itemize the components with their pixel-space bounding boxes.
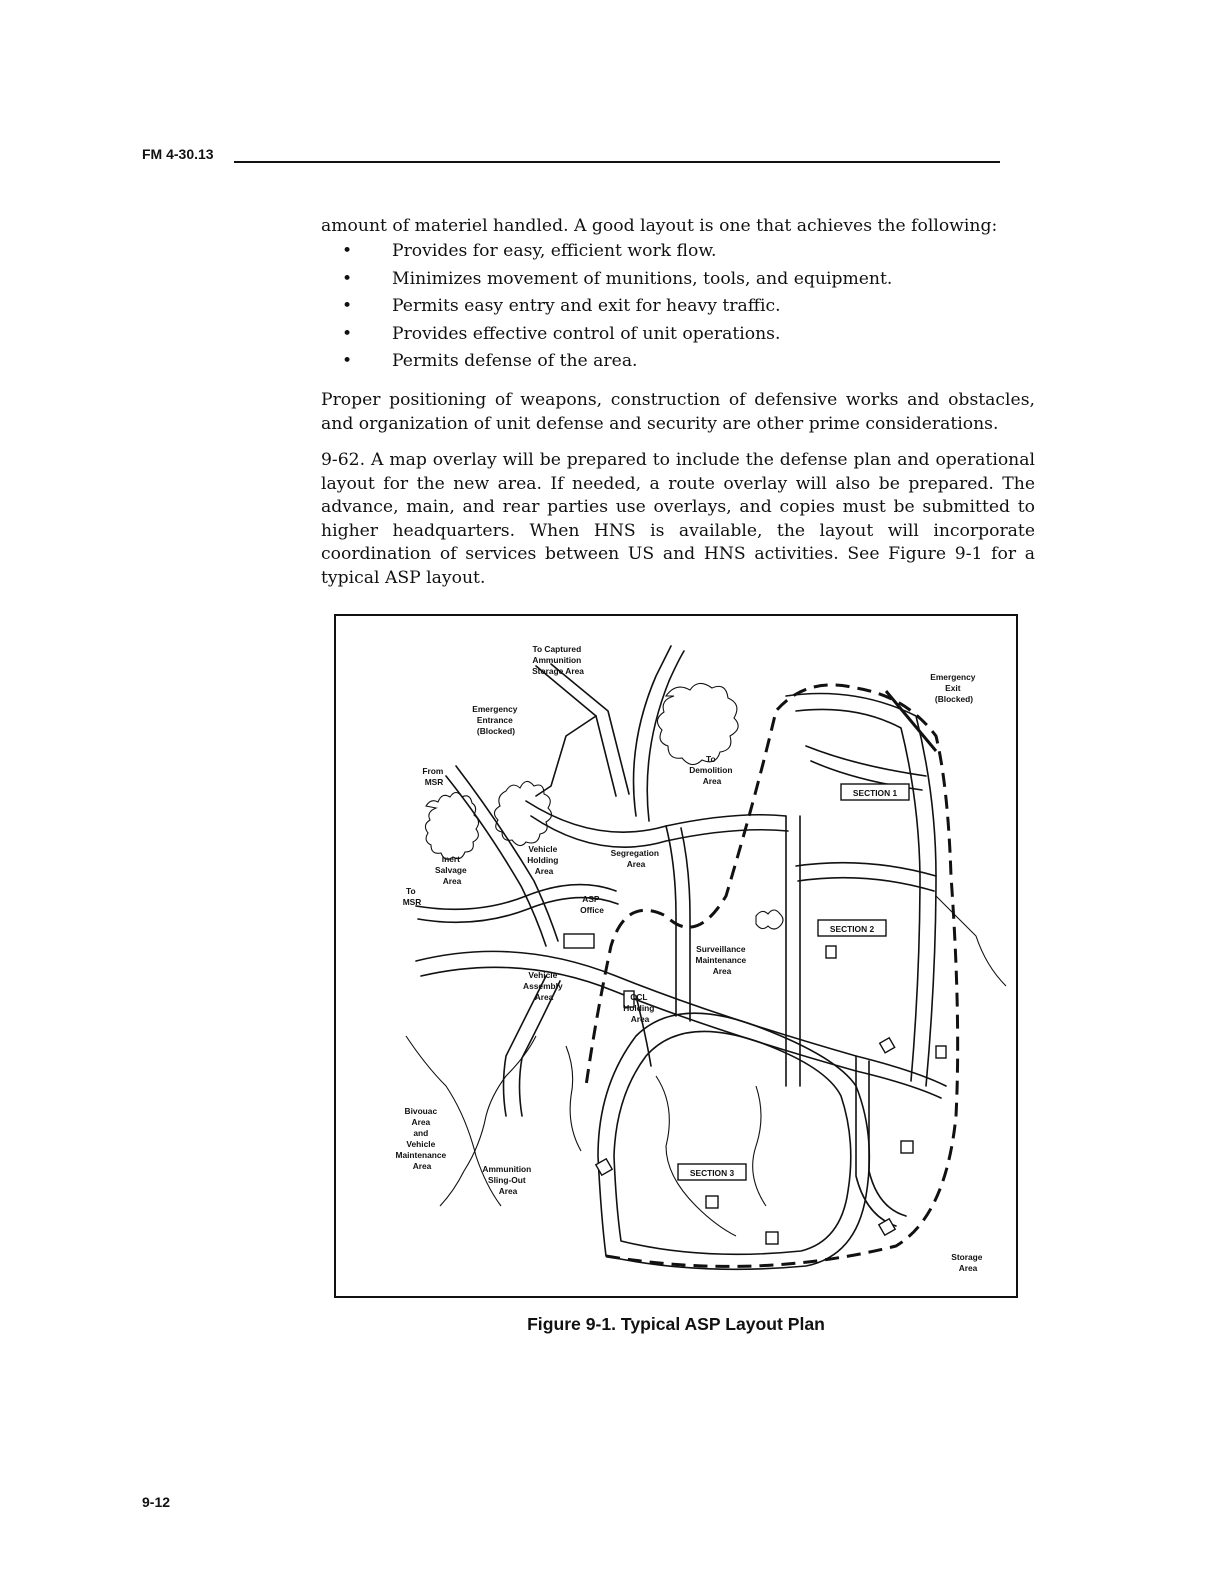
list-item: • Permits defense of the area. xyxy=(342,351,638,371)
inert-salvage-label: Inert Salvage Area xyxy=(435,854,467,886)
vehicle-holding-label: Vehicle Holding Area xyxy=(527,844,559,876)
storage-area-label: Storage Area xyxy=(951,1252,983,1273)
sling-out-label: Ammunition Sling-Out Area xyxy=(482,1164,532,1196)
ccl-holding-label: CCL Holding Area xyxy=(623,992,655,1024)
asp-office-building xyxy=(564,934,594,948)
segregation-label: Segregation Area xyxy=(610,848,660,869)
layout-criteria-list xyxy=(321,241,1035,379)
page-number: 9-12 xyxy=(142,1494,171,1510)
asp-layout-figure xyxy=(334,614,1018,1298)
demolition-label: To Demolition Area xyxy=(689,754,733,786)
figure-caption: Figure 9-1. Typical ASP Layout Plan xyxy=(527,1314,825,1334)
list-item: • Provides effective control of unit operations. xyxy=(342,323,781,344)
emergency-entrance-label: Emergency Entrance (Blocked) xyxy=(472,704,518,736)
surveillance-label: Surveillance Maintenance Area xyxy=(695,944,747,976)
storage-structure xyxy=(901,1141,913,1153)
vehicle-assembly-label: Vehicle Assembly Area xyxy=(523,970,563,1002)
storage-structure xyxy=(879,1219,895,1235)
storage-structure xyxy=(706,1196,718,1208)
list-item: • Provides for easy, efficient work flow. xyxy=(342,241,717,261)
page-header xyxy=(142,144,1000,164)
storage-structure xyxy=(880,1038,895,1053)
emergency-exit-barrier xyxy=(886,691,936,751)
storage-structure xyxy=(936,1046,946,1058)
structures xyxy=(564,934,946,1244)
storage-structure xyxy=(766,1232,778,1244)
storage-structure xyxy=(826,946,836,958)
emergency-exit-label: Emergency Exit (Blocked) xyxy=(930,672,976,704)
section-1-label: SECTION 1 xyxy=(852,788,898,798)
paragraph-9-62: 9-62. A map overlay will be prepared to include the defense plan and operational layout for the new area. If needed, a route overlay will also be prepared. The advance, main, and rear parties use overlays, and copies must be submitted to higher headquarters. When HNS is available, the layout will incorporate coordination of services between US and HNS activities. See Figure 9-1 for a typical ASP layout. xyxy=(321,450,1035,588)
section-2-label: SECTION 2 xyxy=(829,924,875,934)
captured-ammo-label: To Captured Ammunition Storage Area xyxy=(532,644,584,676)
from-msr-label: From MSR xyxy=(422,766,444,787)
list-item: • Permits easy entry and exit for heavy traffic. xyxy=(342,296,781,316)
paragraph-defense: Proper positioning of weapons, construction of defensive works and obstacles, and organization of unit defense and security are other prime considerations. xyxy=(321,390,1035,434)
document-id: FM 4-30.13 xyxy=(142,146,214,162)
section-boxes xyxy=(678,784,909,1180)
intro-sentence: amount of materiel handled. A good layout is one that achieves the following: xyxy=(321,216,998,236)
list-item: • Minimizes movement of munitions, tools, and equipment. xyxy=(342,268,893,289)
bivouac-label: Bivouac Area and Vehicle Maintenance Area xyxy=(395,1106,447,1171)
header-rule xyxy=(234,161,1000,163)
asp-office-label: ASP Office xyxy=(580,894,604,915)
asp-layout-map xyxy=(336,616,1016,1296)
section-3-label: SECTION 3 xyxy=(689,1168,735,1178)
to-msr-label: To MSR xyxy=(402,886,422,907)
